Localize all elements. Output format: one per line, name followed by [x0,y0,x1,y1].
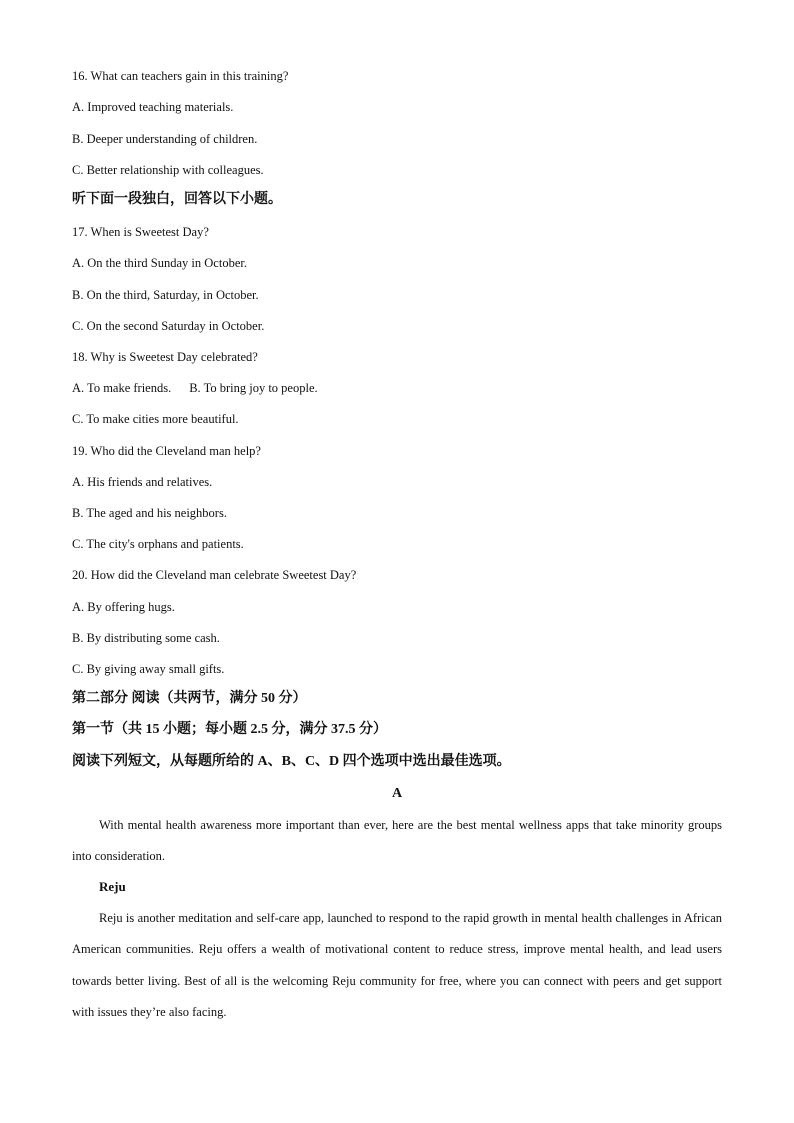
q18-question: 18. Why is Sweetest Day celebrated? [72,350,258,364]
passage-label: A [391,786,403,801]
q20-question: 20. How did the Cleveland man celebrate Sweetest Day? [72,568,357,582]
q17-option-c: C. On the second Saturday in October. [72,319,265,333]
q20-option-a: A. By offering hugs. [72,600,175,614]
part2-title: 第二部分 阅读（共两节，满分 50 分） [72,691,307,706]
reading-instruction: 阅读下列短文，从每题所给的 A、B、C、D 四个选项中选出最佳选项。 [72,754,511,769]
q16-option-b: B. Deeper understanding of children. [72,132,258,146]
monologue-instruction: 听下面一段独白，回答以下小题。 [72,192,282,207]
app-description: Reju is another meditation and self-care app, launched to respond to the rapid growth in mental health challenges in African American communities. Reju offers a wealth of motivational content to reduce stress, improve mental health, and lead users towards better living. Best of all is the welcoming Reju community for free, where you can connect with peers and get support with issues they’re also facing. [72,911,722,1019]
q16-option-c: C. Better relationship with colleagues. [72,163,264,177]
q19-option-b: B. The aged and his neighbors. [72,506,227,520]
q16-option-a: A. Improved teaching materials. [72,100,234,114]
q19-question: 19. Who did the Cleveland man help? [72,444,261,458]
q19-option-a: A. His friends and relatives. [72,475,213,489]
section1-title: 第一节（共 15 小题；每小题 2.5 分，满分 37.5 分） [72,722,387,737]
q18-options-ab [72,380,318,396]
q18-option-a: A. To make friends. [72,381,172,395]
q18-option-c: C. To make cities more beautiful. [72,412,239,426]
q19-option-c: C. The city's orphans and patients. [72,537,244,551]
q16-question: 16. What can teachers gain in this training? [72,69,289,83]
q20-option-b: B. By distributing some cash. [72,631,220,645]
q18-option-b: B. To bring joy to people. [189,381,318,395]
q17-option-a: A. On the third Sunday in October. [72,256,247,270]
q20-option-c: C. By giving away small gifts. [72,662,225,676]
q17-question: 17. When is Sweetest Day? [72,225,209,239]
app-title: Reju [99,879,126,894]
q17-option-b: B. On the third, Saturday, in October. [72,288,259,302]
passage-intro: With mental health awareness more important than ever, here are the best mental wellness apps that take minority groups into consideration. [72,818,722,864]
